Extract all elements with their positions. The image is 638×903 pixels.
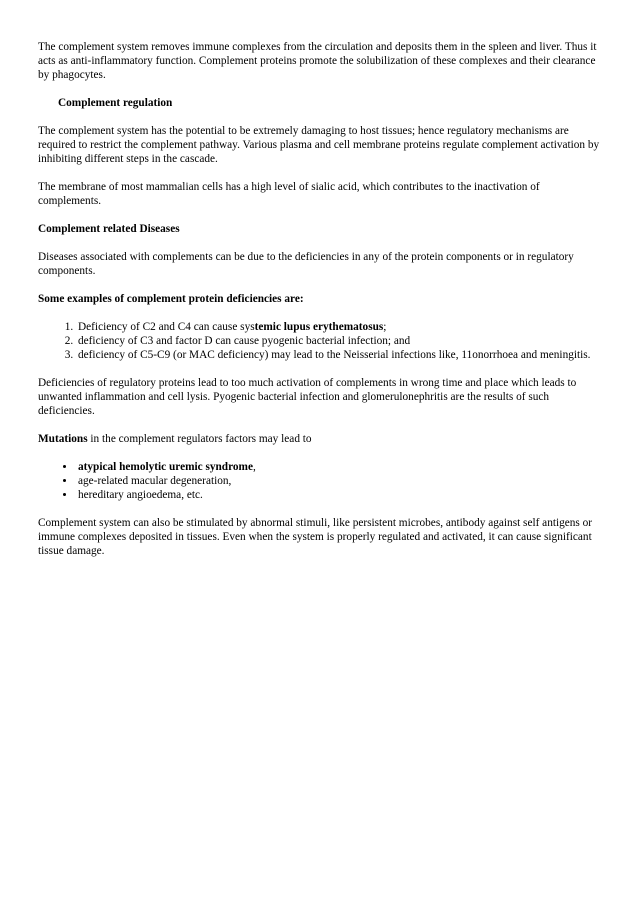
heading-complement-diseases: Complement related Diseases bbox=[38, 223, 180, 235]
document-page bbox=[38, 40, 604, 572]
list-item bbox=[76, 320, 604, 334]
deficiency-list bbox=[38, 320, 604, 362]
paragraph-immune-complexes: The complement system removes immune complexes from the circulation and deposits them in the spleen and liver. Thus it acts as anti-inflammatory function. Complement proteins promote the solubilization of these complexes and their clearance by phagocytes. bbox=[38, 41, 597, 81]
paragraph-regulatory-mechanisms: The complement system has the potential to be extremely damaging to host tissues; hence regulatory mechanisms are required to restrict the complement pathway. Various plasma and cell membrane proteins regulate complement activation by inhibiting different steps in the cascade. bbox=[38, 125, 600, 165]
paragraph-mutations bbox=[38, 432, 604, 446]
list-item-text: deficiency of C5-C9 (or MAC deficiency) may lead to the Neisserial infections like, 11onorrhoea and meningitis. bbox=[78, 349, 591, 361]
paragraph-sialic-acid: The membrane of most mammalian cells has a high level of sialic acid, which contributes to the inactivation of complements. bbox=[38, 181, 540, 207]
list-item-text: ; bbox=[383, 321, 387, 333]
mutations-text: in the complement regulators factors may lead to bbox=[87, 433, 312, 445]
list-item-bold-text: temic lupus erythematosus bbox=[254, 321, 384, 333]
mutations-bold-text: Mutations bbox=[38, 433, 88, 445]
list-item bbox=[76, 474, 604, 488]
paragraph-regulatory-deficiencies: Deficiencies of regulatory proteins lead to too much activation of complements in wrong time and place which leads to unwanted inflammation and cell lysis. Pyogenic bacterial infection and glomerulonephritis are the results of such deficiencies. bbox=[38, 377, 577, 417]
mutation-list bbox=[38, 460, 604, 502]
list-item bbox=[76, 348, 604, 362]
list-item-text: Deficiency of C2 and C4 can cause sys bbox=[78, 321, 255, 333]
list-item bbox=[76, 334, 604, 348]
list-item-text: hereditary angioedema, etc. bbox=[78, 489, 203, 501]
heading-deficiency-examples: Some examples of complement protein deficiencies are: bbox=[38, 293, 304, 305]
list-item-bold-text: atypical hemolytic uremic syndrome bbox=[78, 461, 253, 473]
list-item-text: deficiency of C3 and factor D can cause pyogenic bacterial infection; and bbox=[78, 335, 411, 347]
list-item-text: , bbox=[252, 461, 256, 473]
paragraph-diseases-associated: Diseases associated with complements can be due to the deficiencies in any of the protein components or in regulatory components. bbox=[38, 251, 574, 277]
paragraph-abnormal-stimuli: Complement system can also be stimulated by abnormal stimuli, like persistent microbes, antibody against self antigens or immune complexes deposited in tissues. Even when the system is properly regulated and activated, it can cause significant tissue damage. bbox=[38, 517, 593, 557]
list-item-text: age-related macular degeneration, bbox=[78, 475, 232, 487]
heading-complement-regulation: Complement regulation bbox=[58, 97, 173, 109]
list-item bbox=[76, 460, 604, 474]
list-item bbox=[76, 488, 604, 502]
